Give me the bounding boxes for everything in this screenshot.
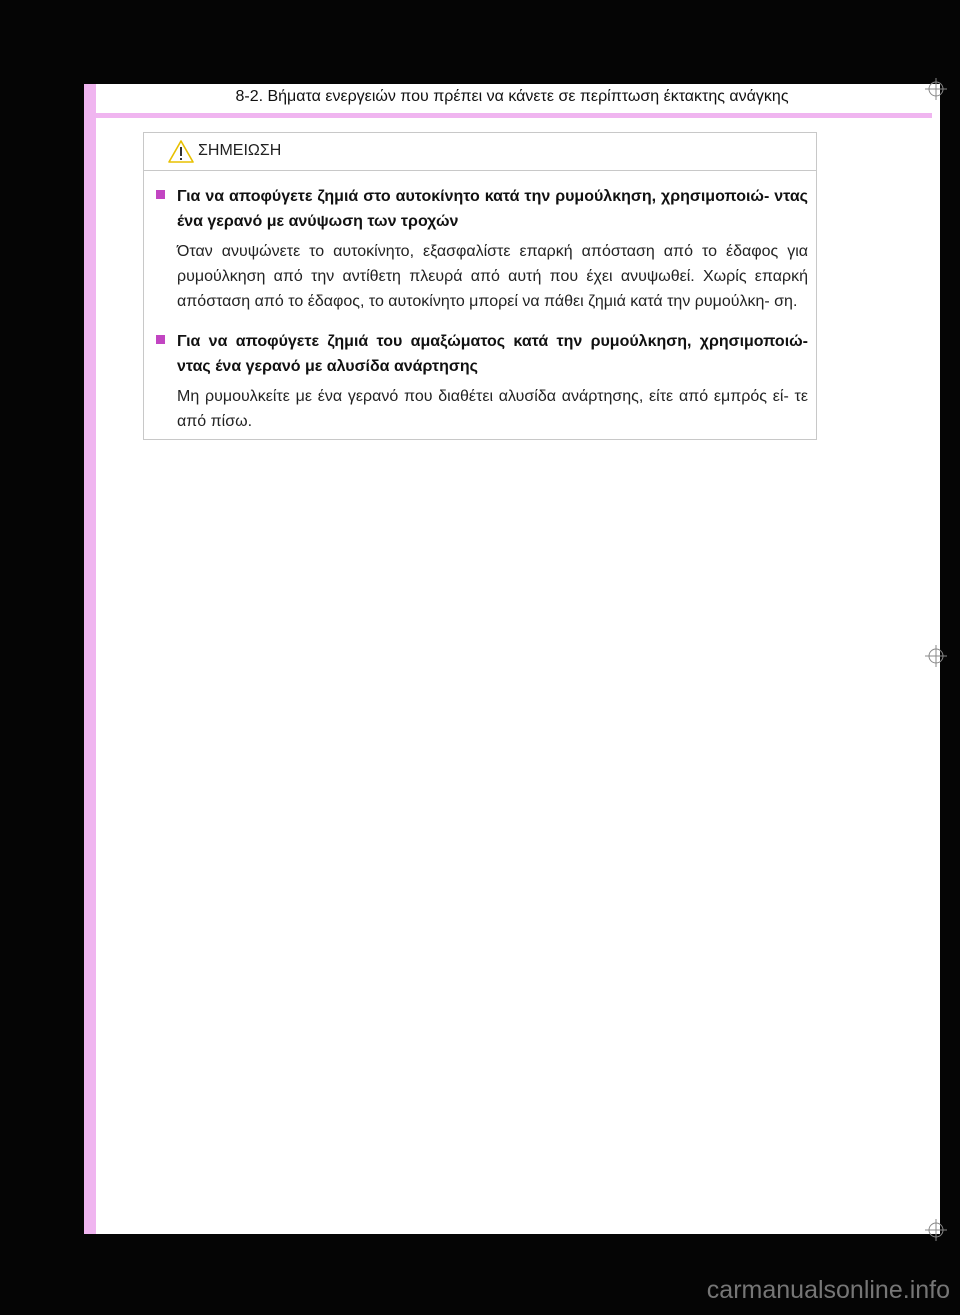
registration-mark-icon	[925, 645, 947, 667]
square-bullet-icon	[156, 335, 165, 344]
registration-mark-icon	[925, 78, 947, 100]
page-header-title: 8-2. Βήματα ενεργειών που πρέπει να κάνετε σε περίπτωση έκτακτης ανάγκης	[235, 88, 789, 105]
note-section-1	[156, 184, 808, 314]
note-box	[143, 132, 817, 440]
manual-page	[84, 84, 940, 1234]
section-body: Όταν ανυψώνετε το αυτοκίνητο, εξασφαλίστε επαρκή απόσταση από το έδαφος για ρυμούλκηση από την αντίθετη πλευρά από αυτή που έχει ανυψωθεί. Χωρίς επαρκή απόσταση από το έδαφος, το αυτοκίνητο μπορεί να πάθει ζημιά κατά την ρυμούλκη- ση.	[177, 243, 808, 310]
note-header	[144, 133, 816, 171]
section-title: Για να αποφύγετε ζημιά του αμαξώματος κατά την ρυμούλκηση, χρησιμοποιώ- ντας ένα γερανό με αλυσίδα ανάρτησης	[177, 333, 808, 375]
section-title: Για να αποφύγετε ζημιά στο αυτοκίνητο κατά την ρυμούλκηση, χρησιμοποιώ- ντας ένα γερανό με ανύψωση των τροχών	[177, 188, 808, 230]
warning-triangle-icon	[168, 140, 194, 163]
section-body: Μη ρυμουλκείτε με ένα γερανό που διαθέτει αλυσίδα ανάρτησης, είτε από εμπρός εί- τε από πίσω.	[177, 388, 808, 430]
note-section-2	[156, 329, 808, 434]
square-bullet-icon	[156, 190, 165, 199]
side-color-strip	[84, 84, 96, 1234]
watermark-logo	[632, 1268, 952, 1308]
note-label: ΣΗΜΕΙΩΣΗ	[198, 142, 282, 159]
svg-text:carmanualsonline.info: carmanualsonline.info	[706, 1276, 950, 1304]
header-rule	[84, 113, 932, 118]
registration-mark-icon	[925, 1219, 947, 1241]
